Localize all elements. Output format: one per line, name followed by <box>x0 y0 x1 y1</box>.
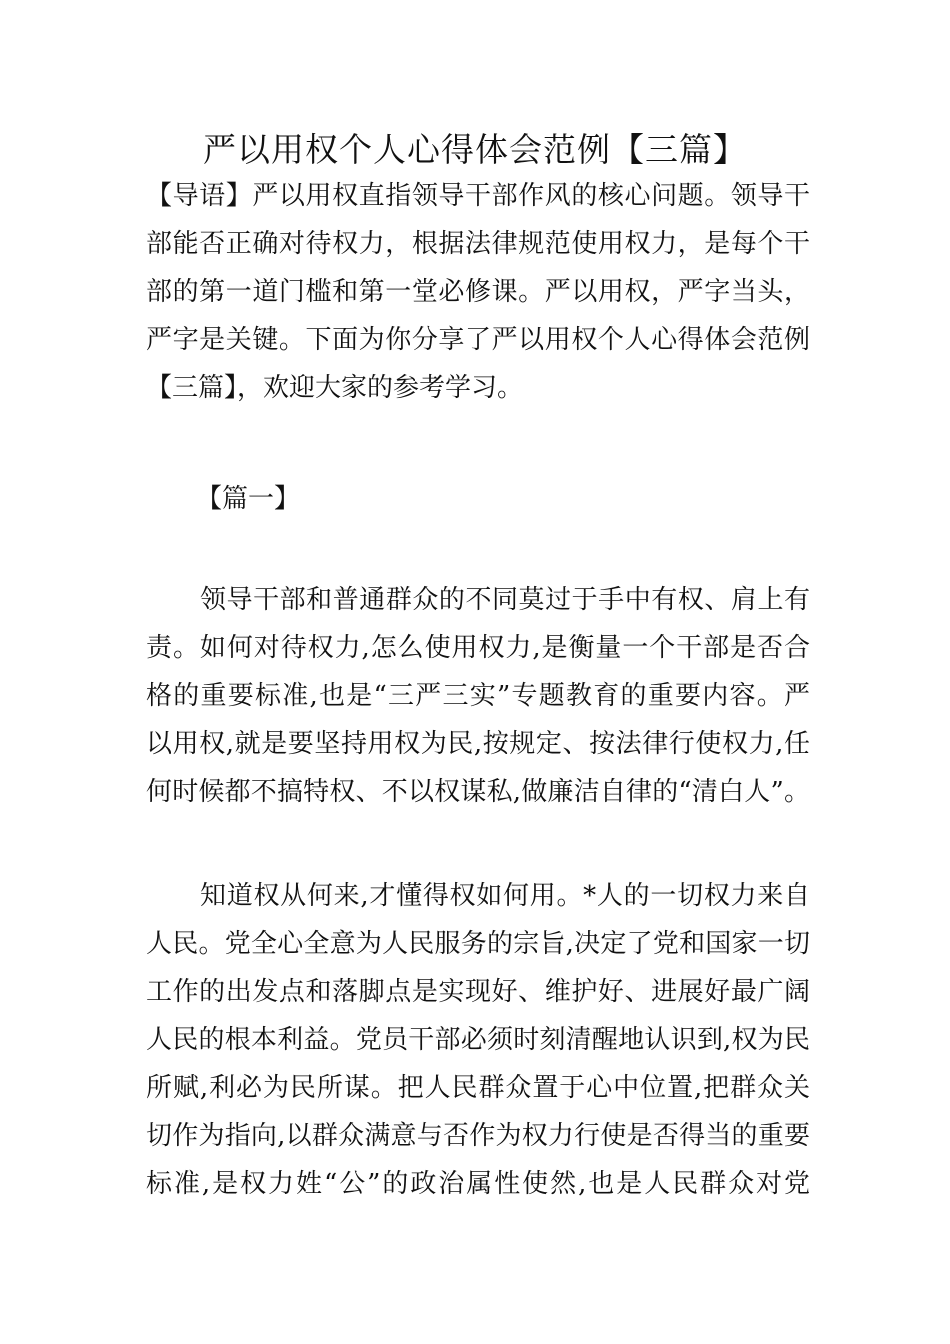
paragraph-line: 所赋,利必为民所谋。把人民群众置于心中位置,把群众关 <box>146 1073 810 1103</box>
paragraph-line: 人民。党全心全意为人民服务的宗旨,决定了党和国家一切 <box>146 929 810 959</box>
paragraph-line: 人民的根本利益。党员干部必须时刻清醒地认识到,权为民 <box>146 1025 810 1055</box>
paragraph-line: 知道权从何来,才懂得权如何用。*人的一切权力来自 <box>200 881 810 911</box>
body-paragraph-1 <box>146 576 810 816</box>
paragraph-line: 切作为指向,以群众满意与否作为权力行使是否得当的重要 <box>146 1121 810 1151</box>
paragraph-line: 标准,是权力姓“公”的政治属性使然,也是人民群众对党 <box>146 1169 810 1199</box>
body-paragraph-2 <box>146 872 810 1208</box>
paragraph-line: 工作的出发点和落脚点是实现好、维护好、进展好最广阔 <box>146 977 810 1007</box>
intro-line: 严字是关键。下面为你分享了严以用权个人心得体会范例 <box>146 325 810 355</box>
intro-line: 【三篇】，欢迎大家的参考学习。 <box>146 373 524 403</box>
paragraph-line: 领导干部和普通群众的不同莫过于手中有权、肩上有 <box>200 585 810 615</box>
paragraph-line: 格的重要标准,也是“三严三实”专题教育的重要内容。严 <box>146 681 810 711</box>
paragraph-line: 以用权,就是要坚持用权为民,按规定、按法律行使权力,任 <box>146 729 810 759</box>
intro-paragraph <box>146 172 810 412</box>
paragraph-line: 责。如何对待权力,怎么使用权力,是衡量一个干部是否合 <box>146 633 810 663</box>
intro-line: 部能否正确对待权力，根据法律规范使用权力，是每个干 <box>146 229 810 259</box>
intro-line: 【导语】严以用权直指领导干部作风的核心问题。领导干 <box>146 181 810 211</box>
section-heading: 【篇一】 <box>196 484 301 514</box>
document-title: 严以用权个人心得体会范例【三篇】 <box>203 130 747 169</box>
paragraph-line: 何时候都不搞特权、不以权谋私,做廉洁自律的“清白人”。 <box>146 777 810 807</box>
intro-line: 部的第一道门槛和第一堂必修课。严以用权，严字当头， <box>146 277 810 307</box>
